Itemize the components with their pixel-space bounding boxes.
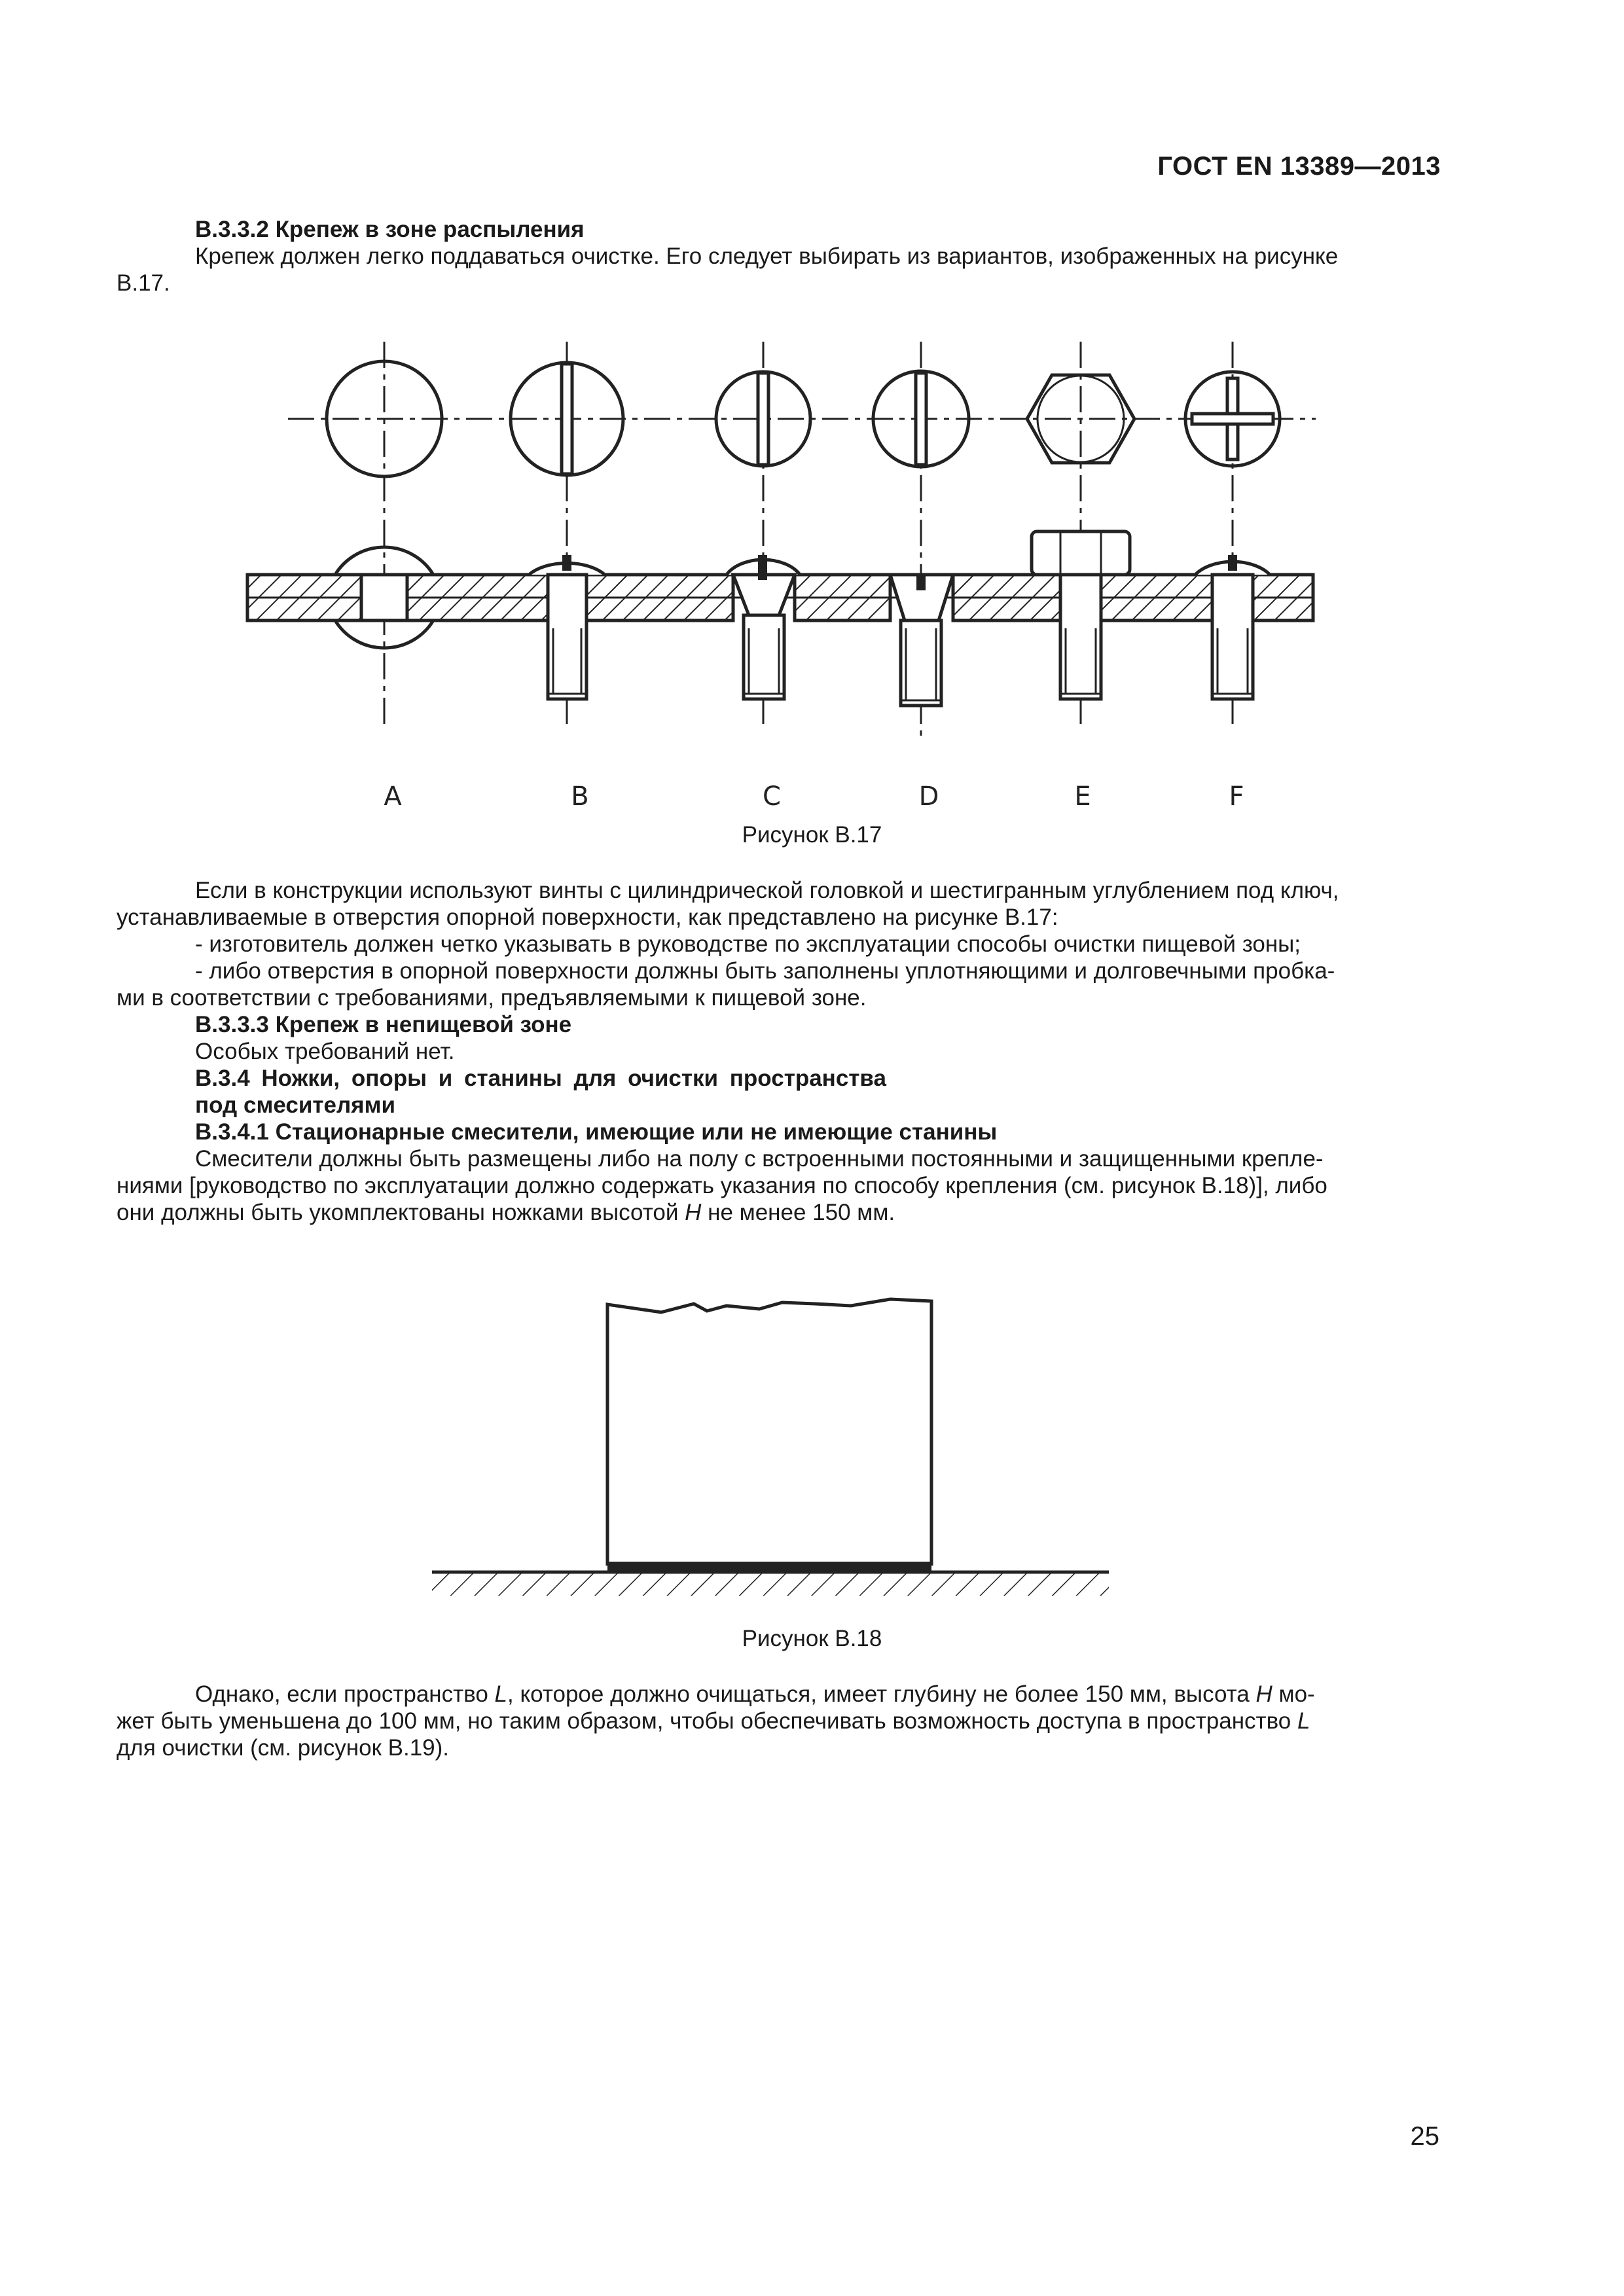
- variable-h: H: [1255, 1681, 1272, 1707]
- paragraph-line: для очистки (см. рисунок В.19).: [117, 1735, 450, 1761]
- variable-l: L: [494, 1681, 508, 1707]
- figure-b17-drawing: [0, 327, 1624, 825]
- figure-b18-drawing: [0, 1283, 1624, 1597]
- figure-label-d: D: [918, 781, 939, 812]
- text-span: не менее 150 мм.: [701, 1200, 895, 1225]
- section-heading: В.3.3.3 Крепеж в непищевой зоне: [195, 1012, 572, 1037]
- paragraph-line: ниями [руководство по эксплуатации должно содержать указания по способу крепления (см. рисунок В.18)], либо: [117, 1173, 1327, 1198]
- figure-b17-caption: Рисунок В.17: [742, 822, 882, 848]
- section-heading: В.3.4 Ножки, опоры и станины для очистки пространства: [195, 1066, 886, 1091]
- section-b332: [117, 216, 1440, 296]
- text-span: Однако, если пространство: [195, 1681, 495, 1707]
- mixer-body-outline: [607, 1299, 931, 1566]
- fastener-d-section: [890, 575, 953, 706]
- text-span: жет быть уменьшена до 100 мм, но таким образом, чтобы обеспечивать возможность доступа в пространство: [117, 1708, 1297, 1734]
- list-item: - изготовитель должен четко указывать в руководстве по эксплуатации способы очистки пищевой зоны;: [195, 931, 1301, 957]
- mixer-base-seal: [607, 1562, 931, 1571]
- variable-h: H: [685, 1200, 702, 1225]
- paragraph-line: устанавливаемые в отверстия опорной поверхности, как представлено на рисунке В.17:: [117, 905, 1058, 930]
- figure-label-e: E: [1074, 781, 1091, 812]
- fastener-a-top-view: [327, 342, 442, 726]
- section-heading: В.3.4.1 Стационарные смесители, имеющие или не имеющие станины: [195, 1119, 998, 1145]
- list-item: - либо отверстия в опорной поверхности должны быть заполнены уплотняющими и долговечными пробка-: [195, 958, 1335, 984]
- variable-l: L: [1297, 1708, 1310, 1734]
- figure-label-c: C: [763, 781, 781, 812]
- document-header: ГОСТ EN 13389—2013: [1157, 152, 1441, 181]
- text-span: мо-: [1272, 1681, 1315, 1707]
- paragraph-line: В.17.: [117, 270, 170, 296]
- paragraph-line: Особых требований нет.: [195, 1039, 455, 1064]
- figure-label-b: B: [571, 781, 589, 812]
- list-item-continuation: ми в соответствии с требованиями, предъявляемыми к пищевой зоне.: [117, 985, 867, 1011]
- text-span: , которое должно очищаться, имеет глубину не более 150 мм, высота: [507, 1681, 1256, 1707]
- figure-b18-caption: Рисунок В.18: [742, 1626, 882, 1651]
- paragraph-line: Если в конструкции используют винты с цилиндрической головкой и шестигранным углублением под ключ,: [195, 878, 1339, 903]
- paragraph-line: [117, 1681, 1440, 1708]
- paragraph-line: [117, 1199, 1440, 1226]
- floor-hatching: [432, 1573, 1109, 1596]
- fastener-c-section: [727, 555, 800, 699]
- section-heading: под смесителями: [195, 1092, 396, 1118]
- paragraph-line: [117, 1708, 1440, 1734]
- body-text-final: [117, 1681, 1440, 1761]
- paragraph-line: Крепеж должен легко поддаваться очистке. Его следует выбирать из вариантов, изображенных на рисунке: [195, 243, 1339, 269]
- page-number: 25: [1410, 2122, 1439, 2151]
- body-text-middle: [117, 877, 1440, 1226]
- paragraph-line: Смесители должны быть размещены либо на полу с встроенными постоянными и защищенными крепле-: [195, 1146, 1324, 1172]
- figure-label-f: F: [1229, 781, 1244, 812]
- section-heading: В.3.3.2 Крепеж в зоне распыления: [195, 217, 585, 242]
- figure-label-a: A: [384, 781, 402, 812]
- text-span: они должны быть укомплектованы ножками высотой: [117, 1200, 685, 1225]
